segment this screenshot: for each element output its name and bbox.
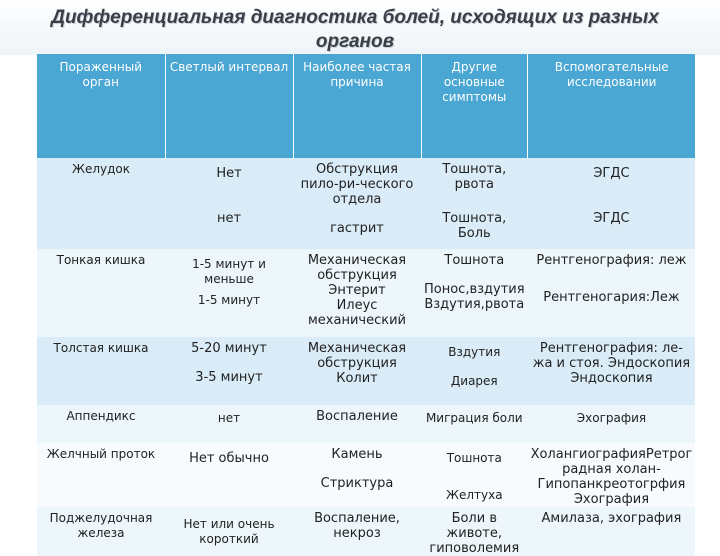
table-row (37, 405, 695, 443)
cell-symptoms-line: Тошнота (446, 451, 502, 465)
cell-tests (528, 249, 696, 337)
cell-tests-line: Рентгенография: ле-жа и стоя. Эндоскопия (532, 341, 691, 371)
header-cause: Наиболее частая причина (293, 54, 421, 158)
cell-symptoms-line: Желтуха (446, 488, 503, 502)
cell-tests-line: Рентгеногария:Леж (543, 290, 680, 305)
cell-cause-line: Энтерит (328, 283, 386, 298)
cell-tests: ЭГДС (528, 158, 696, 207)
cell-symptoms-line: Тошнота (444, 253, 505, 268)
table-row (37, 158, 695, 207)
cell-tests: Амилаза, эхография (528, 507, 696, 556)
cell-symptoms: Боли в животе, гиповолемия (421, 507, 528, 556)
cell-interval-line: 1-5 минут (197, 293, 261, 307)
table-row (37, 443, 695, 507)
header-organ: Пораженный орган (37, 54, 165, 158)
cell-interval: нет (165, 207, 293, 249)
cell-cause-line: Камень (331, 447, 383, 462)
cell-interval (165, 337, 293, 405)
cell-interval: Нет обычно (165, 443, 293, 507)
cell-cause (293, 249, 421, 337)
cell-cause: Воспаление (293, 405, 421, 443)
table-header-row (37, 54, 695, 158)
table-row (37, 507, 695, 556)
cell-symptoms: Тошнота, Боль (421, 207, 528, 249)
cell-cause (293, 337, 421, 405)
cell-symptoms-line: Вздутия,рвота (424, 297, 525, 312)
cell-tests-line: Эндоскопия (570, 371, 653, 386)
cell-symptoms (421, 443, 528, 507)
cell-symptoms: Миграция боли (421, 405, 528, 443)
cell-symptoms (421, 249, 528, 337)
cell-cause-line: Механическая обструкция (307, 341, 407, 371)
cell-interval: Нет или очень короткий (165, 507, 293, 556)
cell-interval-line: 1-5 минут и меньше (192, 257, 266, 286)
cell-interval: Нет (165, 158, 293, 207)
cell-tests: ЭГДС (528, 207, 696, 249)
cell-tests: Эхография (528, 405, 696, 443)
cell-cause-line: Илеус механический (308, 298, 406, 328)
cell-organ: Тонкая кишка (37, 249, 165, 337)
cell-tests: ХолангиографияРетрог радная холан-Гипопанкреотогрфия Эхография (528, 443, 696, 507)
table-row (37, 249, 695, 337)
cell-cause (293, 443, 421, 507)
cell-symptoms-line: Вздутия (448, 345, 501, 359)
cell-cause: гастрит (293, 207, 421, 249)
cell-symptoms: Тошнота, рвота (421, 158, 528, 207)
cell-cause-line: Механическая обструкция (307, 253, 407, 283)
cell-cause-line: Стриктура (320, 476, 394, 491)
cell-organ: Толстая кишка (37, 337, 165, 405)
cell-symptoms-line: Диарея (450, 374, 498, 388)
cell-organ (37, 207, 165, 249)
cell-interval-line: 3-5 минут (195, 370, 263, 385)
diagnosis-table (37, 54, 695, 556)
cell-symptoms (421, 337, 528, 405)
slide-title: Дифференциальная диагностика болей, исходящих из разных органов (51, 7, 659, 52)
cell-tests-line: Рентгенография: леж (536, 253, 687, 268)
cell-organ: Аппендикс (37, 405, 165, 443)
header-symptoms: Другие основные симптомы (421, 54, 528, 158)
header-tests: Вспомогательные исследовании (528, 54, 696, 158)
cell-tests (528, 337, 696, 405)
cell-cause: Обструкция пило-ри-ческого отдела (293, 158, 421, 207)
cell-interval-line: 5-20 минут (191, 341, 267, 356)
cell-cause: Воспаление, некроз (293, 507, 421, 556)
cell-organ: Поджелудочная железа (37, 507, 165, 556)
cell-symptoms-line: Понос,вздутия (424, 282, 525, 297)
table-row (37, 207, 695, 249)
cell-organ: Желудок (37, 158, 165, 207)
cell-interval: нет (165, 405, 293, 443)
table-row (37, 337, 695, 405)
cell-organ: Желчный проток (37, 443, 165, 507)
cell-interval (165, 249, 293, 337)
cell-cause-line: Колит (336, 371, 378, 386)
header-interval: Светлый интервал (165, 54, 293, 158)
